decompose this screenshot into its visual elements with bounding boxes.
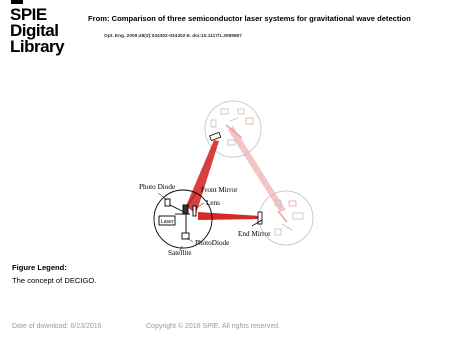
satellite-right-part xyxy=(275,229,281,235)
figure-legend-heading: Figure Legend: xyxy=(12,263,67,272)
label-photodiode: PhotoDiode xyxy=(195,239,230,247)
beam-to-right-satellite xyxy=(198,212,260,220)
label-photo-diode: Photo Diode xyxy=(139,183,176,191)
satellite-right-part xyxy=(293,213,303,219)
satellite-right-mirror xyxy=(278,211,287,222)
satellite-top-part xyxy=(246,118,253,124)
top-satellite-front-mirror xyxy=(210,132,221,140)
satellite-top-line xyxy=(230,118,238,121)
logo-word-library: Library xyxy=(10,37,65,56)
download-date: Date of download: 6/23/2016 xyxy=(12,323,102,330)
label-front-mirror: Front Mirror xyxy=(201,186,238,194)
callout-photodiode xyxy=(187,238,193,242)
lens xyxy=(193,206,196,216)
beam-right-arm xyxy=(228,126,286,212)
satellite-top-part xyxy=(211,120,216,127)
article-title: From: Comparison of three semiconductor laser systems for gravitational wave detection xyxy=(88,14,411,23)
beam-faded-group xyxy=(228,126,286,212)
logo-word-spie: SPIE xyxy=(10,5,47,24)
satellite-right-part xyxy=(289,201,296,206)
satellite-top-part xyxy=(221,109,228,114)
logo-word-digital: Digital xyxy=(10,21,59,40)
satellite-top-part xyxy=(238,109,244,114)
figure-legend-caption: The concept of DECIGO. xyxy=(12,276,97,285)
label-lens: Lens xyxy=(206,199,220,207)
decigo-figure xyxy=(130,90,330,260)
article-citation[interactable]: Opt. Eng. 2009;48(3):034302-034302-8. doi:10.1117/1.3089887 xyxy=(104,34,242,39)
label-satellite: Satellite xyxy=(168,249,192,257)
front-mirror xyxy=(183,205,188,214)
label-laser: Laser xyxy=(161,219,174,225)
satellite-right-line xyxy=(282,224,292,230)
optical-path xyxy=(170,205,184,212)
copyright-notice: Copyright © 2016 SPIE. All rights reserved. xyxy=(146,323,280,330)
satellite-top-part xyxy=(228,140,235,145)
label-end-mirror: End Mirror xyxy=(238,230,271,238)
logo-rule xyxy=(11,0,23,4)
photodiode-bottom xyxy=(182,233,189,239)
photo-diode-top xyxy=(165,199,170,206)
